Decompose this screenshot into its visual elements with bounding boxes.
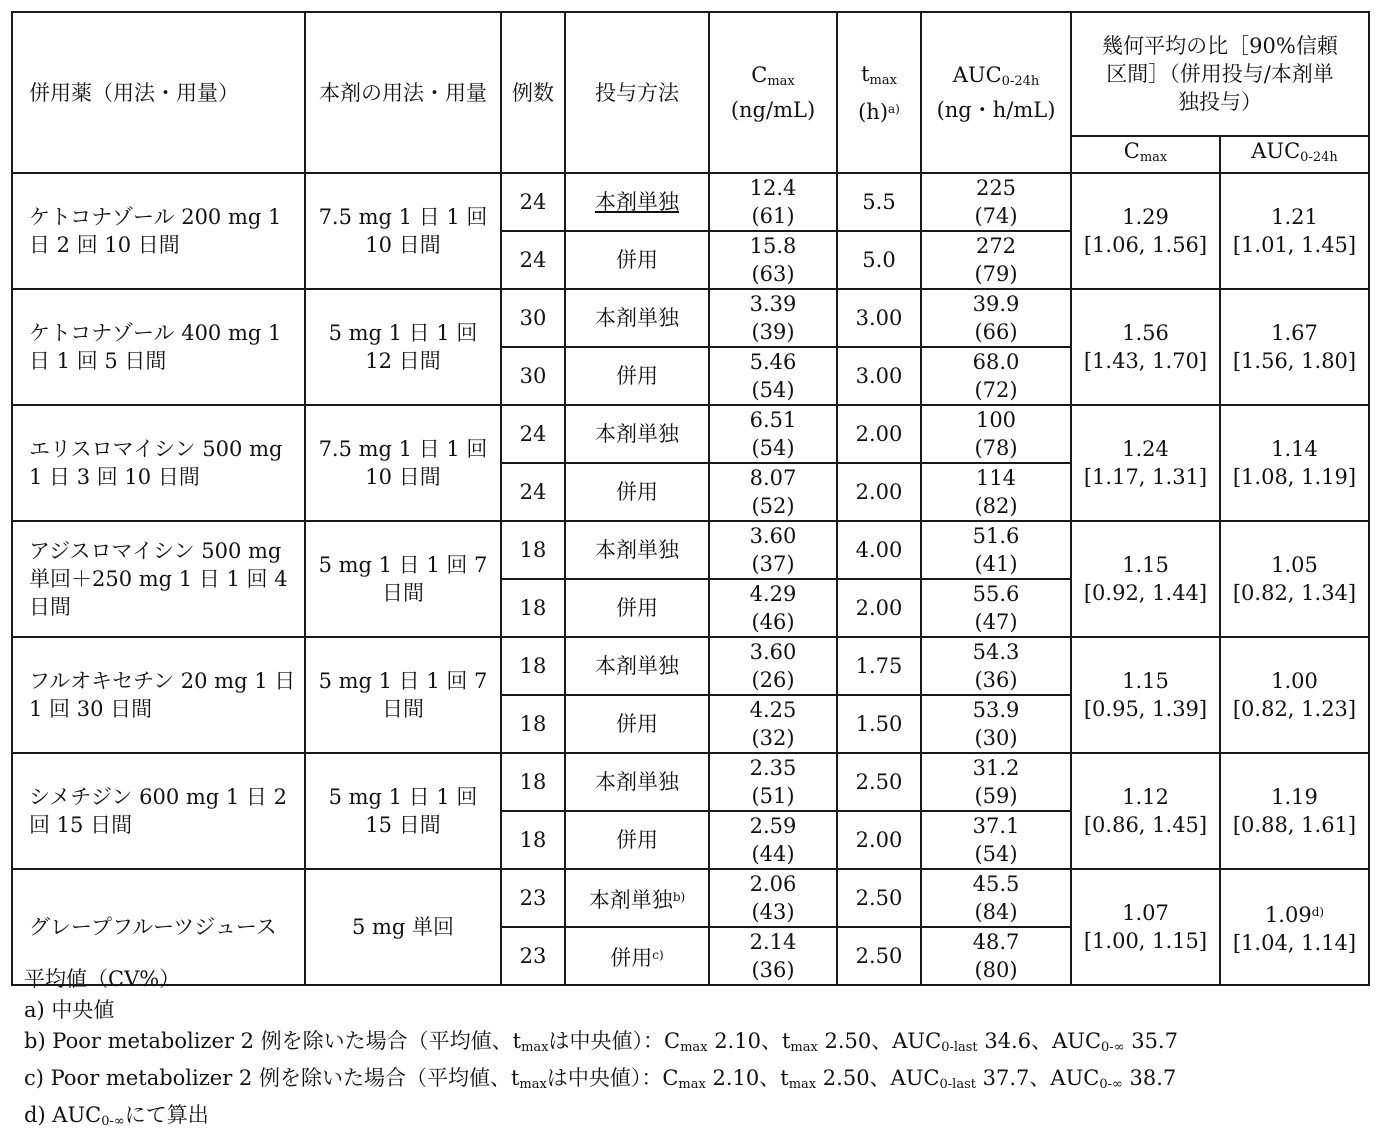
cell-tmax: 2.00	[837, 463, 921, 521]
cell-cmax: 6.51 (54)	[709, 405, 837, 463]
cell-tmax: 1.50	[837, 695, 921, 753]
table-row	[12, 753, 1369, 811]
header-tmax: $t_{max}$ $(h)^{a)}$	[837, 12, 921, 173]
note-b: b) Poor metabolizer 2 例を除いた場合（平均値、$t_{max}$は中央値）：$C_{max}$ 2.10、$t_{max}$ 2.50、$AUC_{0-last}$ 34.6、$AUC_{0-\infty}$ 35.7	[24, 1029, 1178, 1055]
cell-dose: 5 mg 単回	[305, 869, 501, 985]
cell-n: 23	[501, 927, 565, 985]
interaction-table	[11, 11, 1370, 986]
cell-cmax: 2.35 (51)	[709, 753, 837, 811]
cell-tmax: 3.00	[837, 289, 921, 347]
table-row	[12, 289, 1369, 347]
cell-admin: 併用	[565, 811, 709, 869]
cell-dose: 7.5 mg 1 日 1 回 10 日間	[305, 173, 501, 289]
header-cmax: $C_{max}$ (ng/mL)	[709, 12, 837, 173]
cell-admin: 本剤単独	[565, 289, 709, 347]
cell-cmax: 4.25 (32)	[709, 695, 837, 753]
cell-tmax: 2.00	[837, 405, 921, 463]
note-c: c) Poor metabolizer 2 例を除いた場合（平均値、$t_{max}$は中央値）：$C_{max}$ 2.10、$t_{max}$ 2.50、$AUC_{0-last}$ 37.7、$AUC_{0-\infty}$ 38.7	[24, 1066, 1177, 1092]
cell-dose: 5 mg 1 日 1 回 15 日間	[305, 753, 501, 869]
cell-cmax: 3.60 (26)	[709, 637, 837, 695]
cell-tmax: 5.0	[837, 231, 921, 289]
cell-n: 18	[501, 521, 565, 579]
note-mean: 平均値（CV%）	[24, 967, 181, 991]
cell-tmax: 2.50	[837, 753, 921, 811]
cell-dose: 5 mg 1 日 1 回 7 日間	[305, 637, 501, 753]
cell-n: 18	[501, 753, 565, 811]
cell-ratio-auc: 1.14 [1.08, 1.19]	[1220, 405, 1369, 521]
cell-admin: 併用	[565, 231, 709, 289]
table-row	[12, 637, 1369, 695]
cell-n: 30	[501, 289, 565, 347]
cell-auc: 31.2 (59)	[921, 753, 1071, 811]
cell-admin: 併用	[565, 695, 709, 753]
cell-cmax: 12.4 (61)	[709, 173, 837, 231]
table-row	[12, 173, 1369, 231]
note-a: a) 中央値	[24, 998, 115, 1022]
cell-cmax: 8.07 (52)	[709, 463, 837, 521]
cell-drug: グレープフルーツジュース	[12, 869, 305, 985]
cell-auc: 100 (78)	[921, 405, 1071, 463]
header-admin: 投与方法	[565, 12, 709, 173]
cell-auc: 114 (82)	[921, 463, 1071, 521]
cell-drug: シメチジン 600 mg 1 日 2 回 15 日間	[12, 753, 305, 869]
cell-cmax: 2.59 (44)	[709, 811, 837, 869]
cell-ratio-auc: 1.67 [1.56, 1.80]	[1220, 289, 1369, 405]
cell-ratio-cmax: 1.29 [1.06, 1.56]	[1071, 173, 1220, 289]
cell-cmax: 2.14 (36)	[709, 927, 837, 985]
cell-auc: 55.6 (47)	[921, 579, 1071, 637]
cell-auc: 45.5 (84)	[921, 869, 1071, 927]
cell-cmax: 3.60 (37)	[709, 521, 837, 579]
cell-cmax: 15.8 (63)	[709, 231, 837, 289]
cell-admin: 併用	[565, 347, 709, 405]
header-auc: $AUC_{0-24h}$ (ng・h/mL)	[921, 12, 1071, 173]
cell-n: 18	[501, 579, 565, 637]
cell-tmax: 2.00	[837, 811, 921, 869]
cell-admin: 本剤単独	[565, 521, 709, 579]
header-drug: 併用薬（用法・用量）	[12, 12, 305, 173]
cell-cmax: 3.39 (39)	[709, 289, 837, 347]
cell-n: 30	[501, 347, 565, 405]
cell-admin: 本剤単独	[565, 753, 709, 811]
cell-n: 24	[501, 405, 565, 463]
cell-tmax: 1.75	[837, 637, 921, 695]
cell-admin: 本剤単独	[565, 405, 709, 463]
cell-ratio-cmax: 1.15 [0.92, 1.44]	[1071, 521, 1220, 637]
cell-drug: ケトコナゾール 400 mg 1 日 1 回 5 日間	[12, 289, 305, 405]
cell-auc: 225 (74)	[921, 173, 1071, 231]
cell-tmax: 2.00	[837, 579, 921, 637]
cell-tmax: 3.00	[837, 347, 921, 405]
cell-ratio-auc: 1.21 [1.01, 1.45]	[1220, 173, 1369, 289]
cell-tmax: 5.5	[837, 173, 921, 231]
cell-auc: 48.7 (80)	[921, 927, 1071, 985]
cell-dose: 7.5 mg 1 日 1 回 10 日間	[305, 405, 501, 521]
header-ratio: 幾何平均の比［90%信頼区間］（併用投与/本剤単独投与）	[1071, 12, 1369, 136]
cell-n: 23	[501, 869, 565, 927]
cell-ratio-auc: 1.09$^{d)}$ [1.04, 1.14]	[1220, 869, 1369, 985]
cell-n: 24	[501, 231, 565, 289]
cell-drug: アジスロマイシン 500 mg 単回＋250 mg 1 日 1 回 4 日間	[12, 521, 305, 637]
cell-ratio-cmax: 1.07 [1.00, 1.15]	[1071, 869, 1220, 985]
cell-admin: 併用	[565, 579, 709, 637]
cell-drug: フルオキセチン 20 mg 1 日 1 回 30 日間	[12, 637, 305, 753]
cell-drug: エリスロマイシン 500 mg 1 日 3 回 10 日間	[12, 405, 305, 521]
header-dose: 本剤の用法・用量	[305, 12, 501, 173]
cell-auc: 37.1 (54)	[921, 811, 1071, 869]
cell-auc: 39.9 (66)	[921, 289, 1071, 347]
cell-ratio-cmax: 1.24 [1.17, 1.31]	[1071, 405, 1220, 521]
note-d: d) $AUC_{0-\infty}$にて算出	[24, 1103, 209, 1129]
cell-drug: ケトコナゾール 200 mg 1 日 2 回 10 日間	[12, 173, 305, 289]
cell-ratio-auc: 1.05 [0.82, 1.34]	[1220, 521, 1369, 637]
table-row	[12, 405, 1369, 463]
cell-dose: 5 mg 1 日 1 回 12 日間	[305, 289, 501, 405]
cell-n: 18	[501, 695, 565, 753]
cell-admin: 併用$^{c)}$	[565, 927, 709, 985]
cell-cmax: 4.29 (46)	[709, 579, 837, 637]
cell-auc: 54.3 (36)	[921, 637, 1071, 695]
cell-ratio-cmax: 1.56 [1.43, 1.70]	[1071, 289, 1220, 405]
cell-auc: 53.9 (30)	[921, 695, 1071, 753]
header-ratio-cmax: $C_{max}$	[1071, 136, 1220, 173]
cell-n: 24	[501, 173, 565, 231]
cell-n: 18	[501, 637, 565, 695]
cell-ratio-cmax: 1.12 [0.86, 1.45]	[1071, 753, 1220, 869]
cell-auc: 272 (79)	[921, 231, 1071, 289]
cell-admin: 本剤単独$^{b)}$	[565, 869, 709, 927]
cell-admin: 本剤単独	[565, 173, 709, 231]
footnotes	[24, 964, 1178, 1137]
cell-tmax: 2.50	[837, 927, 921, 985]
cell-admin: 併用	[565, 463, 709, 521]
cell-ratio-cmax: 1.15 [0.95, 1.39]	[1071, 637, 1220, 753]
cell-auc: 51.6 (41)	[921, 521, 1071, 579]
cell-admin: 本剤単独	[565, 637, 709, 695]
table-row	[12, 869, 1369, 927]
cell-tmax: 4.00	[837, 521, 921, 579]
cell-cmax: 2.06 (43)	[709, 869, 837, 927]
cell-auc: 68.0 (72)	[921, 347, 1071, 405]
cell-n: 18	[501, 811, 565, 869]
cell-dose: 5 mg 1 日 1 回 7 日間	[305, 521, 501, 637]
cell-tmax: 2.50	[837, 869, 921, 927]
cell-ratio-auc: 1.00 [0.82, 1.23]	[1220, 637, 1369, 753]
cell-n: 24	[501, 463, 565, 521]
cell-ratio-auc: 1.19 [0.88, 1.61]	[1220, 753, 1369, 869]
table-row	[12, 521, 1369, 579]
header-ratio-auc: $AUC_{0-24h}$	[1220, 136, 1369, 173]
header-n: 例数	[501, 12, 565, 173]
cell-cmax: 5.46 (54)	[709, 347, 837, 405]
